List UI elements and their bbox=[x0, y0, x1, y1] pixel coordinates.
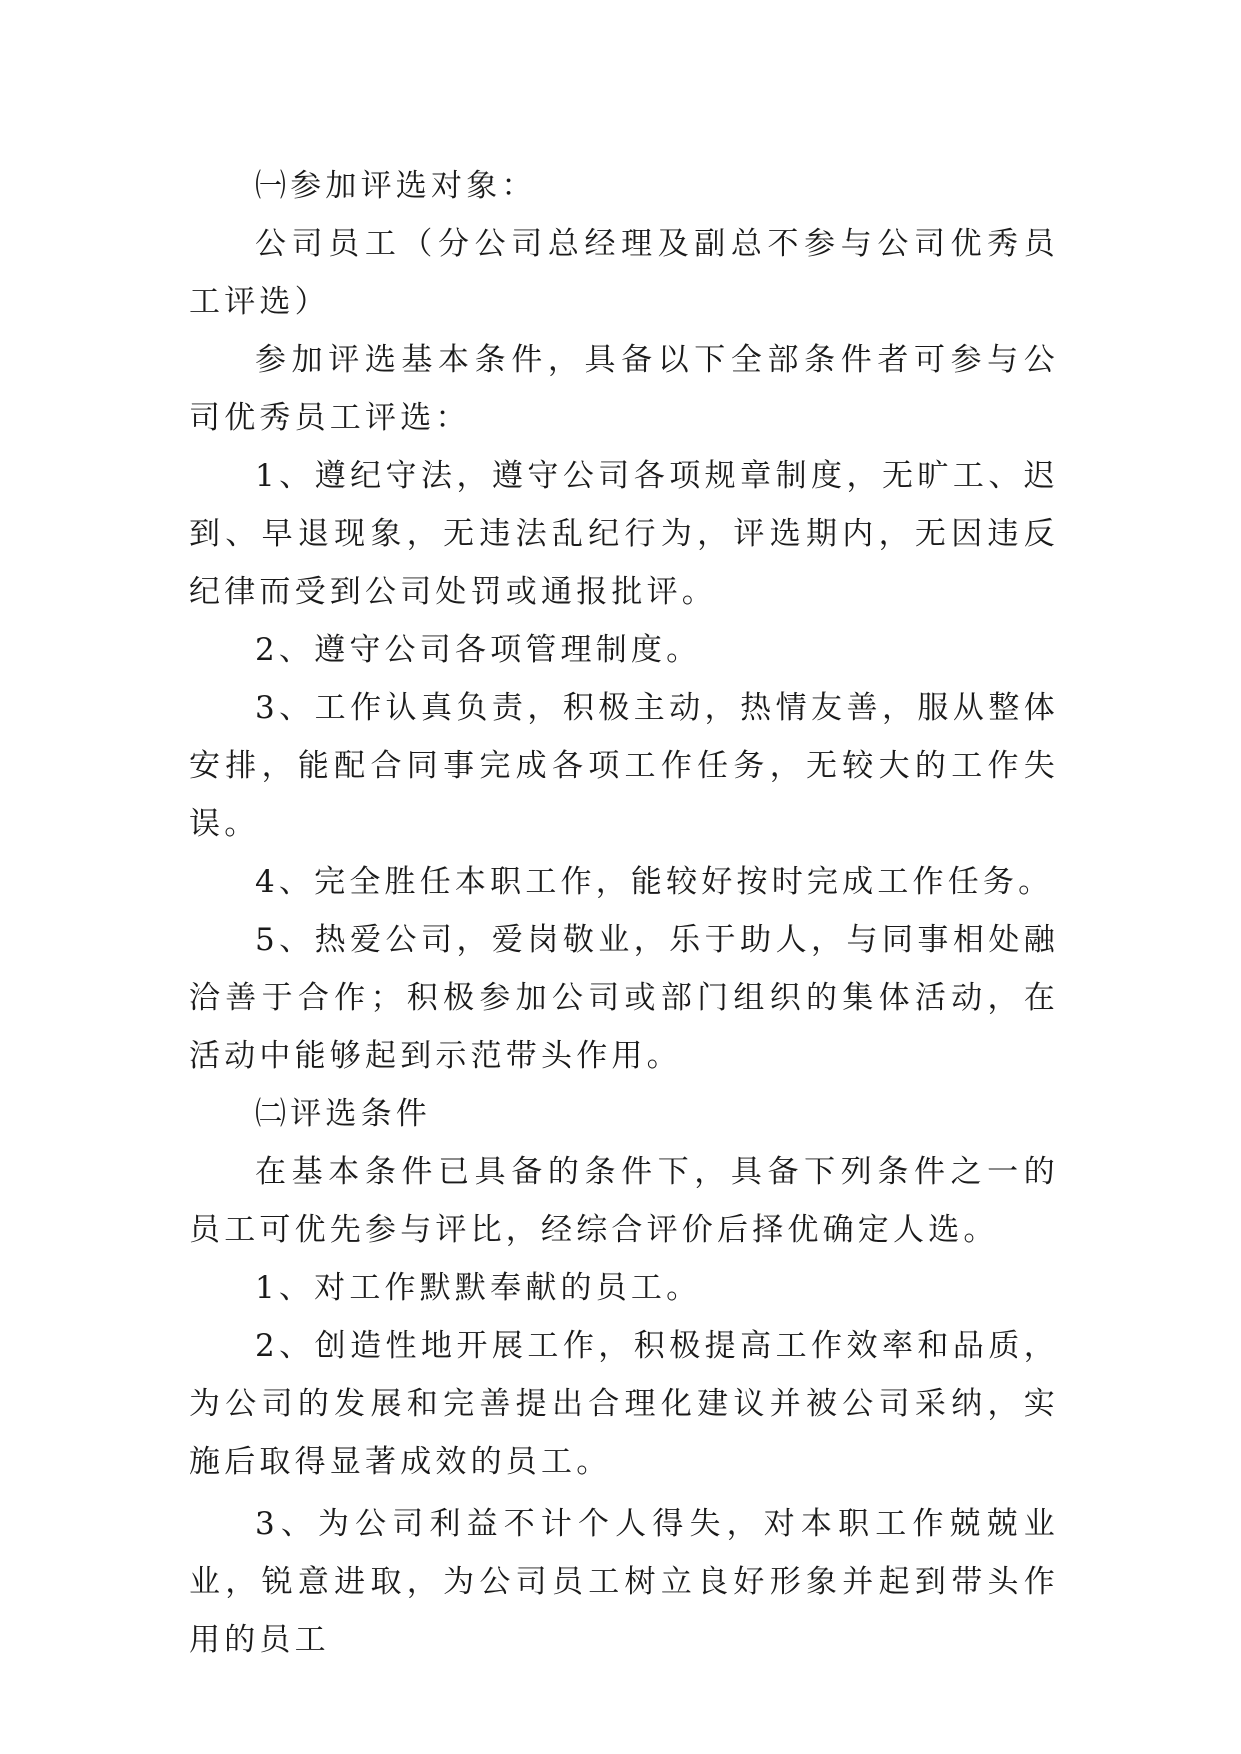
paragraph-selection-criteria-intro: 在基本条件已具备的条件下，具备下列条件之一的员工可优先参与评比，经综合评价后择优确定人选。 bbox=[189, 1154, 1059, 1248]
list-item-selection-criterion-3: 3、为公司利益不计个人得失，对本职工作兢兢业业，锐意进取，为公司员工树立良好形象并起到带头作用的员工 bbox=[189, 1506, 1059, 1658]
list-item-basic-condition-1: 1、遵纪守法，遵守公司各项规章制度，无旷工、迟到、早退现象，无违法乱纪行为，评选期内，无因违反纪律而受到公司处罚或通报批评。 bbox=[189, 458, 1059, 610]
list-item-selection-criterion-2: 2、创造性地开展工作，积极提高工作效率和品质，为公司的发展和完善提出合理化建议并被公司采纳，实施后取得显著成效的员工。 bbox=[189, 1328, 1059, 1480]
section-heading-eligible-participants: ㈠参加评选对象： bbox=[255, 168, 537, 204]
list-item-basic-condition-3: 3、工作认真负责，积极主动，热情友善，服从整体安排，能配合同事完成各项工作任务，无较大的工作失误。 bbox=[189, 690, 1059, 842]
document-body bbox=[189, 157, 1059, 1669]
list-item-basic-condition-4: 4、完全胜任本职工作，能较好按时完成工作任务。 bbox=[255, 864, 1054, 900]
paragraph-basic-conditions-intro: 参加评选基本条件，具备以下全部条件者可参与公司优秀员工评选： bbox=[189, 342, 1059, 436]
list-item-selection-criterion-1: 1、对工作默默奉献的员工。 bbox=[255, 1270, 702, 1306]
section-heading-selection-criteria: ㈡评选条件 bbox=[255, 1096, 431, 1132]
list-item-basic-condition-2: 2、遵守公司各项管理制度。 bbox=[255, 632, 702, 668]
paragraph-eligible-staff: 公司员工（分公司总经理及副总不参与公司优秀员工评选） bbox=[189, 226, 1059, 320]
list-item-basic-condition-5: 5、热爱公司，爱岗敬业，乐于助人，与同事相处融洽善于合作；积极参加公司或部门组织的集体活动，在活动中能够起到示范带头作用。 bbox=[189, 922, 1059, 1074]
